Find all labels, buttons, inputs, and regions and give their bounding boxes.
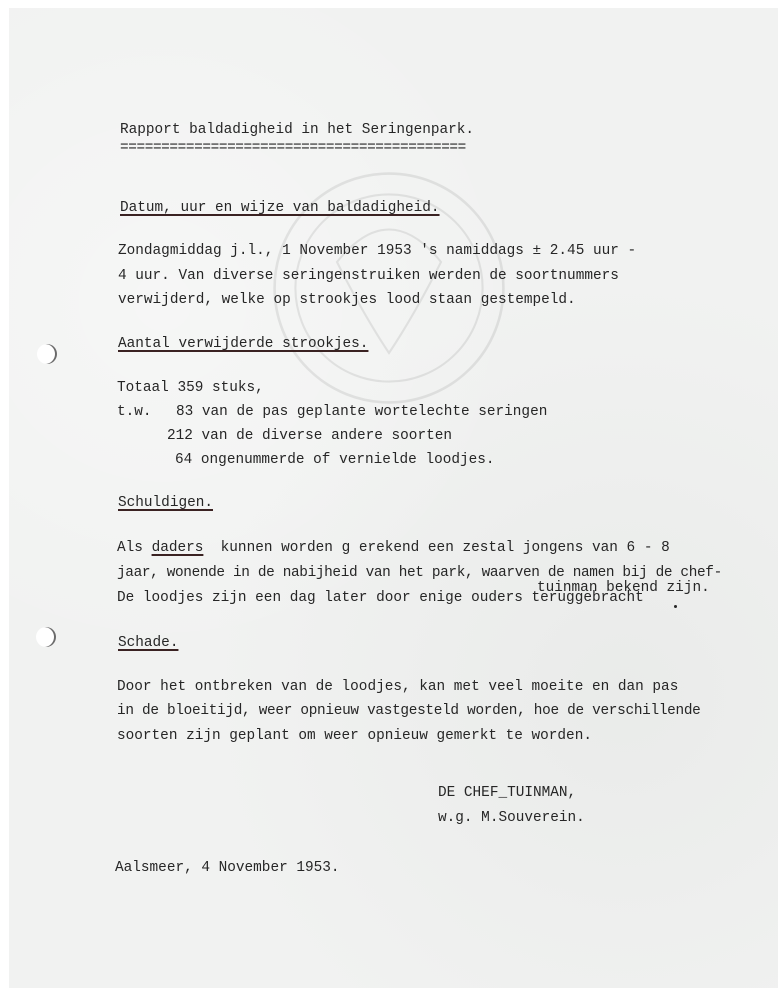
total-count: Totaal 359 stuks, (117, 380, 264, 396)
signature-name: w.g. M.Souverein. (438, 810, 585, 826)
typed-insertion: tuinman bekend zijn. (537, 580, 710, 596)
text-als: Als (117, 540, 143, 556)
underlined-word-daders: daders (151, 540, 204, 556)
section-heading-aantal: Aantal verwijderde strookjes. (118, 336, 369, 352)
count-item: 212 van de diverse andere soorten (167, 428, 452, 444)
count-item: 64 ongenummerde of vernielde loodjes. (175, 452, 495, 468)
place-date: Aalsmeer, 4 November 1953. (115, 860, 340, 876)
section-heading-datum: Datum, uur en wijze van baldadigheid. (120, 200, 440, 216)
paragraph-line: 4 uur. Van diverse seringenstruiken werden de soortnummers (118, 268, 619, 284)
tw-label: t.w. (117, 404, 152, 420)
paragraph-line: jaar, wonende in de nabijheid van het park, waarven de namen bij de chef- (117, 565, 722, 581)
paragraph-line: Door het ontbreken van de loodjes, kan met veel moeite en dan pas (117, 679, 679, 695)
paragraph-line: Zondagmiddag j.l., 1 November 1953 's namiddags ± 2.45 uur - (118, 243, 637, 259)
paragraph-line: in de bloeitijd, weer opnieuw vastgesteld worden, hoe de verschillende (117, 703, 701, 719)
title-underline-rule: ========================================== (120, 140, 466, 156)
watermark-seal-icon (259, 158, 519, 418)
text-rest: kunnen worden g erekend een zestal jongens van 6 - 8 (203, 540, 670, 556)
period-mark (674, 605, 677, 608)
punch-hole (36, 627, 56, 647)
paragraph-line: soorten zijn geplant om weer opnieuw gemerkt te worden. (117, 728, 592, 744)
section-heading-schade: Schade. (118, 635, 179, 651)
punch-hole (37, 344, 57, 364)
paragraph-line: De loodjes zijn een dag later door enige ouders teruggebracht (117, 590, 644, 606)
document-title: Rapport baldadigheid in het Seringenpark. (120, 122, 475, 138)
paragraph-line (117, 540, 670, 556)
signature-title: DE CHEF_TUINMAN, (438, 785, 577, 801)
section-heading-schuldigen: Schuldigen. (118, 495, 213, 511)
count-item: 83 van de pas geplante wortelechte seringen (176, 404, 548, 420)
paragraph-line: verwijderd, welke op strookjes lood staan gestempeld. (118, 292, 576, 308)
